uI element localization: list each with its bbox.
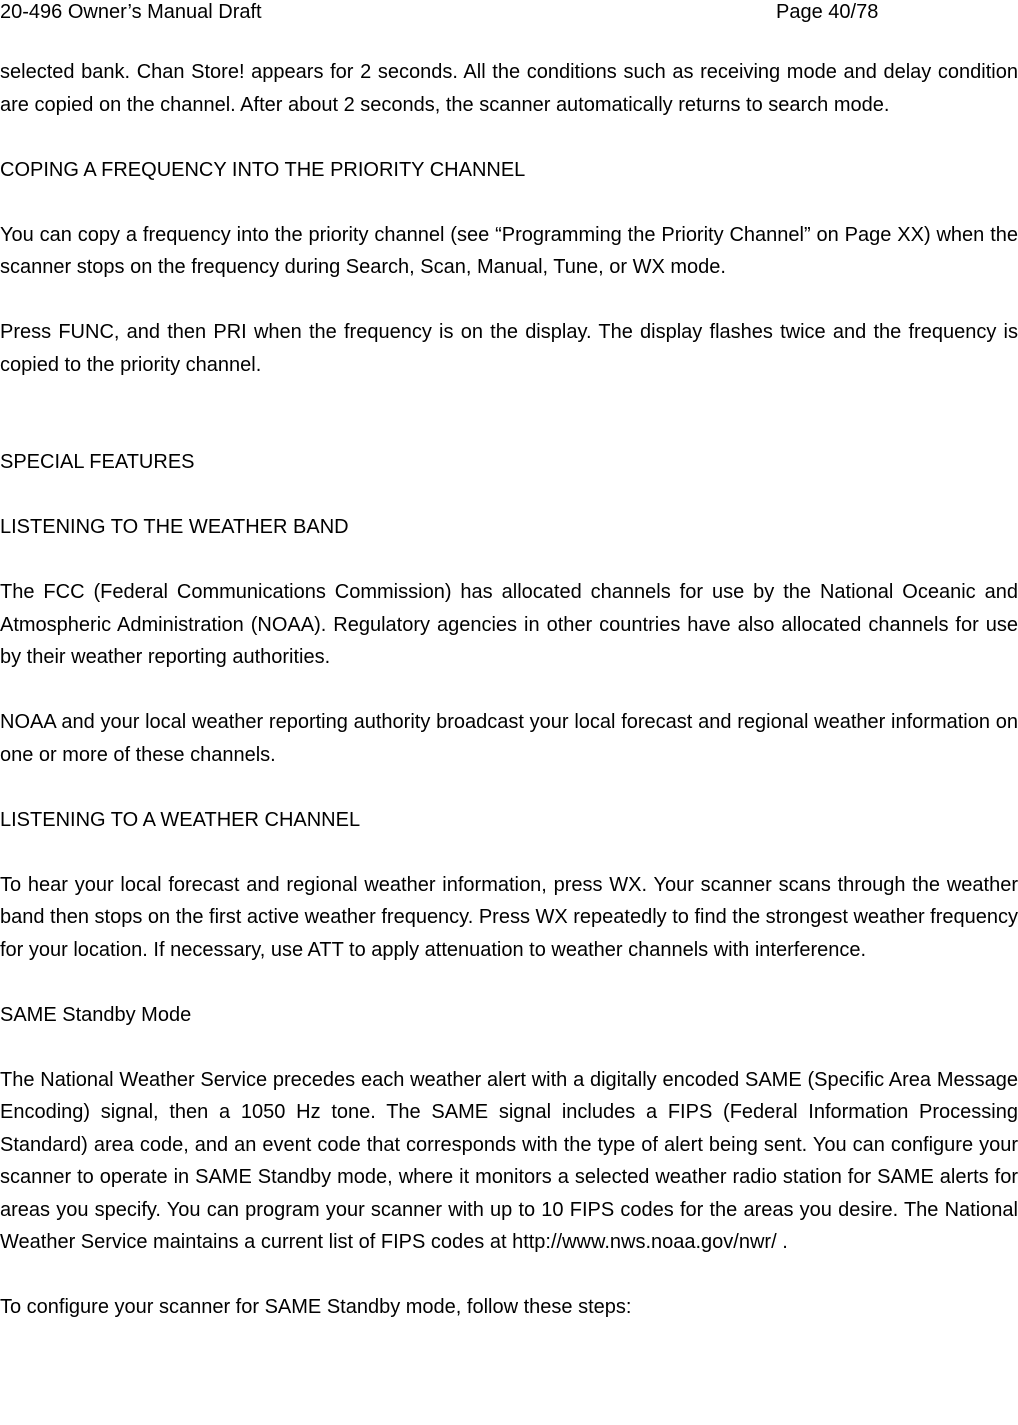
heading-weather-channel: LISTENING TO A WEATHER CHANNEL [0,808,361,831]
paragraph-hear-forecast: To hear your local forecast and regional weather information, press WX. Your scanner scans through the weather band then stops on the first active weather frequency. Press WX repeatedly to find the strongest weather frequency for your location. If necessary, use ATT to apply attenuation to weather channels with interference. [0,873,1018,961]
heading-same-standby: SAME Standby Mode [0,1003,192,1026]
document-body [0,56,1018,1324]
paragraph-press-func: Press FUNC, and then PRI when the frequency is on the display. The display flashes twice and the frequency is copied to the priority channel. [0,321,1018,376]
page-number: Page 40/78 [776,1,879,23]
heading-copy-frequency: COPING A FREQUENCY INTO THE PRIORITY CHANNEL [0,158,526,181]
heading-special-features: SPECIAL FEATURES [0,451,195,473]
document-header-title: 20-496 Owner’s Manual Draft [0,1,262,23]
paragraph-configure-steps: To configure your scanner for SAME Standby mode, follow these steps: [0,1296,632,1318]
heading-weather-band: LISTENING TO THE WEATHER BAND [0,516,349,538]
paragraph-noaa: NOAA and your local weather reporting authority broadcast your local forecast and regional weather information on one or more of these channels. [0,711,1018,766]
paragraph-bank-store: selected bank. Chan Store! appears for 2 seconds. All the conditions such as receiving mode and delay condition are copied on the channel. After about 2 seconds, the scanner automatically returns to search mode. [0,61,1018,116]
paragraph-nws-same: The National Weather Service precedes each weather alert with a digitally encoded SAME (Specific Area Message Encoding) signal, then a 1050 Hz tone. The SAME signal includes a FIPS (Federal Information Processing Standard) area code, and an event code that corresponds with the type of alert being sent. You can configure your scanner to operate in SAME Standby mode, where it monitors a selected weather radio station for SAME alerts for areas you specify. You can program your scanner with up to 10 FIPS codes for the areas you desire. The National Weather Service maintains a current list of FIPS codes at http://www.nws.noaa.gov/nwr/ . [0,1068,1018,1253]
paragraph-fcc: The FCC (Federal Communications Commission) has allocated channels for use by the National Oceanic and Atmospheric Administration (NOAA). Regulatory agencies in other countries have also allocated channels for use by their weather reporting authorities. [0,581,1018,668]
paragraph-copy-priority: You can copy a frequency into the priority channel (see “Programming the Priority Channel” on Page XX) when the scanner stops on the frequency during Search, Scan, Manual, Tune, or WX mode. [0,223,1018,278]
